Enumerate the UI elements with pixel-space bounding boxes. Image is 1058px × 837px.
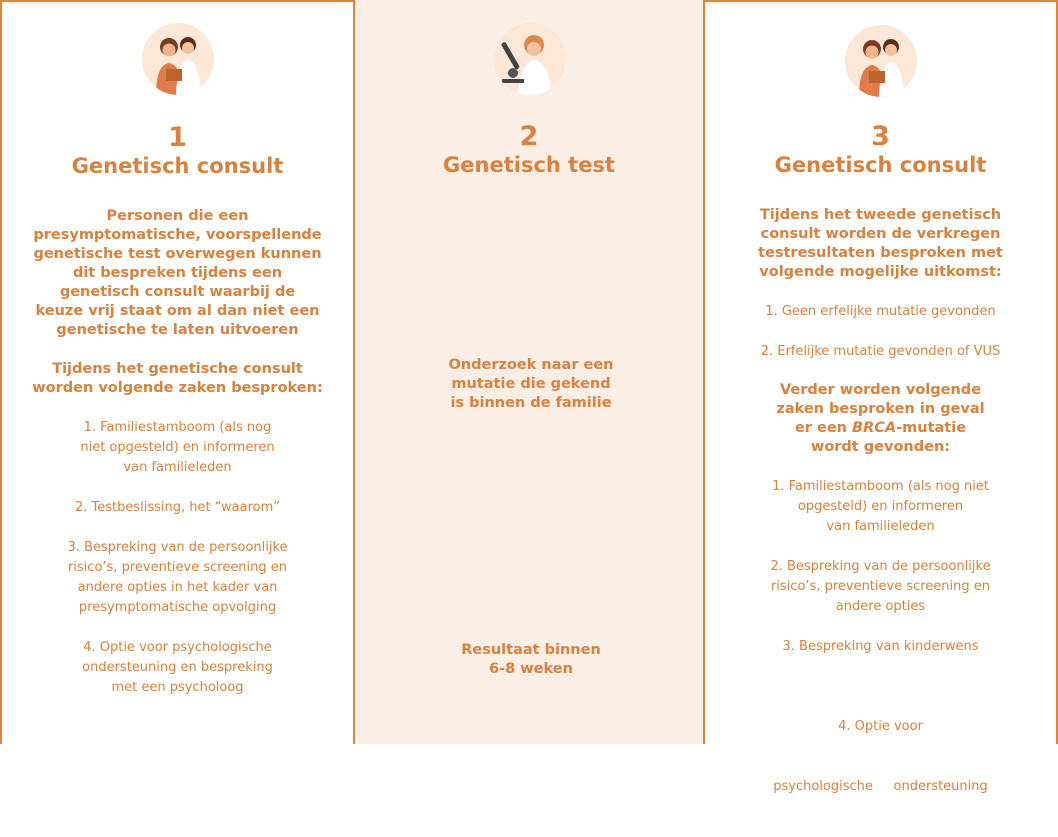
list-item: 1. Familiestamboom (als nog niet opgesteld) en informeren van familieleden xyxy=(80,420,275,475)
research-text: Onderzoek naar een mutatie die gekend is binnen de familie xyxy=(448,357,614,411)
outcome-item: 2. Erfelijke mutatie gevonden of VUS xyxy=(760,344,1001,359)
step-title: Genetisch consult xyxy=(774,153,987,177)
step-title: Genetisch test xyxy=(443,153,615,177)
consultation-people-icon xyxy=(845,25,917,97)
list-item: 1. Familiestamboom (als nog niet opgesteld) en informeren van familieleden xyxy=(772,479,989,534)
discussion-heading: Tijdens het genetische consult worden volgende zaken besproken: xyxy=(32,361,323,396)
brca-heading: Verder worden volgende zaken besproken in geval er een BRCA-mutatie wordt gevonden: xyxy=(776,382,985,455)
intro-text: Personen die een presymptomatische, voorspellende genetische test overwegen kunnen dit bespreken tijdens een genetisch consult waarbij de keuze vrij staat om al dan niet een genetische te laten uitvoeren xyxy=(33,208,322,338)
list-item: 3. Bespreking van kinderwens xyxy=(782,639,979,654)
step-number: 3 xyxy=(871,121,890,152)
step-number: 2 xyxy=(519,121,539,152)
list-item: 3. Bespreking van de persoonlijke risico’s, preventieve screening en andere opties in het kader van presymptomatische opvolging xyxy=(67,540,288,615)
result-text: Resultaat binnen 6-8 weken xyxy=(461,642,601,677)
intro-text: Tijdens het tweede genetisch consult worden de verkregen testresultaten besproken met volgende mogelijke uitkomst: xyxy=(758,207,1003,280)
step-1-column xyxy=(2,0,353,744)
step-2-column xyxy=(353,0,705,744)
step-title: Genetisch consult xyxy=(71,154,284,178)
list-item: 4. Optie voor psychologische ondersteuning en bespreking met een psycholoog xyxy=(82,640,273,695)
list-item: 4. Optie voor psychologische ondersteuning xyxy=(773,719,988,794)
step-3-column xyxy=(705,0,1056,794)
step-number: 1 xyxy=(168,122,187,153)
list-item: 2. Testbeslissing, het “waarom” xyxy=(74,500,280,515)
consultation-people-icon xyxy=(142,23,214,95)
outcome-item: 1. Geen erfelijke mutatie gevonden xyxy=(765,304,996,319)
list-item: 2. Bespreking van de persoonlijke risico’s, preventieve screening en andere opties xyxy=(770,559,991,614)
lab-scientist-icon xyxy=(494,23,566,95)
